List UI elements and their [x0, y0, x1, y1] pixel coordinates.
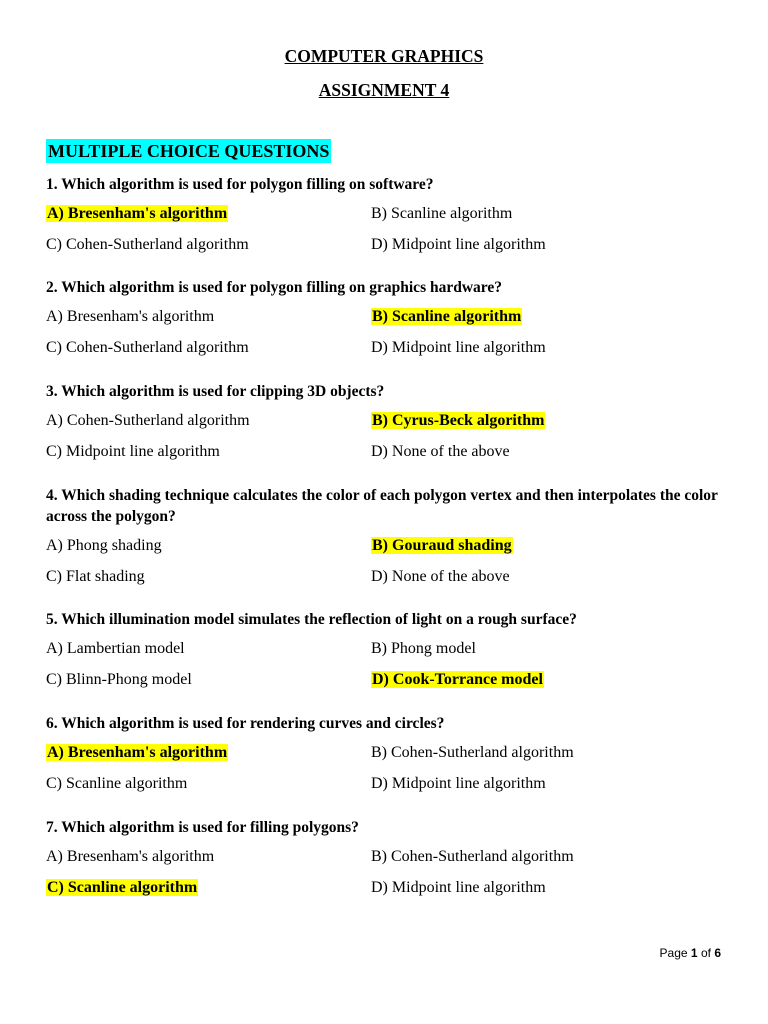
- option-b: [371, 847, 574, 867]
- option-content: [371, 744, 574, 761]
- section-heading: MULTIPLE CHOICE QUESTIONS: [48, 141, 330, 161]
- question-4: [46, 485, 726, 598]
- option-d: [371, 442, 510, 462]
- option-content: [371, 339, 546, 356]
- options-grid: [46, 204, 726, 266]
- option-d: [371, 338, 546, 358]
- option-content: [46, 568, 145, 585]
- question-text: 2. Which algorithm is used for polygon filling on graphics hardware?: [46, 279, 503, 296]
- option-label: Cohen-Sutherland algorithm: [66, 412, 250, 429]
- option-content: [371, 236, 546, 253]
- option-c: [46, 442, 220, 462]
- option-letter: B): [371, 640, 387, 657]
- options-grid: [46, 536, 726, 598]
- option-content: [46, 308, 214, 325]
- option-letter: A): [46, 412, 63, 429]
- correct-answer-highlight: [371, 671, 544, 688]
- options-grid: [46, 639, 726, 701]
- option-letter: D): [371, 236, 388, 253]
- option-letter: B): [371, 744, 387, 761]
- option-d: [371, 235, 546, 255]
- option-b: [371, 536, 513, 556]
- option-content: [371, 775, 546, 792]
- option-label: Bresenham's algorithm: [66, 308, 215, 325]
- option-letter: C): [46, 443, 62, 460]
- option-b: [371, 639, 476, 659]
- question-text: 7. Which algorithm is used for filling polygons?: [46, 819, 359, 836]
- option-label: Blinn-Phong model: [66, 671, 192, 688]
- option-c: [46, 235, 249, 255]
- option-content: [371, 443, 510, 460]
- question-text: 5. Which illumination model simulates the reflection of light on a rough surface?: [46, 611, 577, 628]
- option-letter: B): [372, 308, 388, 325]
- option-b: [371, 204, 512, 224]
- option-letter: C): [46, 339, 62, 356]
- option-c: [46, 878, 198, 898]
- option-label: Scanline algorithm: [391, 205, 513, 222]
- option-label: Bresenham's algorithm: [66, 848, 215, 865]
- option-content: [46, 443, 220, 460]
- option-content: [46, 640, 185, 657]
- option-b: [371, 743, 574, 763]
- option-label: Scanline algorithm: [392, 308, 522, 325]
- option-letter: B): [372, 412, 388, 429]
- page-of: of: [700, 946, 711, 960]
- option-d: [371, 878, 546, 898]
- option-letter: A): [47, 205, 64, 222]
- option-content: [46, 412, 250, 429]
- correct-answer-highlight: [371, 537, 513, 554]
- options-grid: [46, 847, 726, 909]
- option-letter: A): [46, 537, 63, 554]
- option-a: [46, 536, 162, 556]
- option-d: [371, 774, 546, 794]
- option-letter: B): [372, 537, 388, 554]
- option-label: Flat shading: [66, 568, 145, 585]
- option-a: [46, 847, 214, 867]
- options-grid: [46, 743, 726, 805]
- option-label: Cohen-Sutherland algorithm: [391, 848, 574, 865]
- option-label: Midpoint line algorithm: [66, 443, 220, 460]
- option-letter: D): [371, 443, 388, 460]
- option-label: Cyrus-Beck algorithm: [392, 412, 545, 429]
- option-letter: A): [47, 744, 64, 761]
- option-content: [371, 640, 476, 657]
- question-1: [46, 174, 726, 266]
- option-b: [371, 411, 545, 431]
- page-number: [660, 946, 721, 960]
- option-letter: D): [371, 568, 388, 585]
- page-current: 1: [690, 946, 698, 960]
- correct-answer-highlight: [371, 308, 522, 325]
- option-content: [46, 339, 249, 356]
- option-content: [371, 879, 546, 896]
- question-text: 6. Which algorithm is used for rendering curves and circles?: [46, 715, 445, 732]
- option-c: [46, 670, 192, 690]
- option-letter: A): [46, 640, 63, 657]
- option-c: [46, 567, 145, 587]
- correct-answer-highlight: [46, 744, 228, 761]
- option-a: [46, 204, 228, 224]
- options-grid: [46, 307, 726, 369]
- option-label: Bresenham's algorithm: [67, 744, 228, 761]
- option-b: [371, 307, 522, 327]
- option-a: [46, 639, 185, 659]
- option-label: Midpoint line algorithm: [391, 339, 546, 356]
- option-label: Phong shading: [66, 537, 162, 554]
- page-label: Page: [659, 946, 688, 960]
- correct-answer-highlight: [46, 205, 228, 222]
- document-title: COMPUTER GRAPHICS: [284, 46, 484, 66]
- correct-answer-highlight: [371, 412, 545, 429]
- option-label: Cohen-Sutherland algorithm: [66, 236, 249, 253]
- question-text: 3. Which algorithm is used for clipping 3D objects?: [46, 383, 385, 400]
- option-letter: C): [46, 775, 62, 792]
- option-letter: D): [371, 879, 388, 896]
- option-letter: D): [371, 339, 388, 356]
- option-c: [46, 774, 187, 794]
- question-6: [46, 713, 726, 805]
- option-letter: D): [372, 671, 389, 688]
- option-content: [46, 236, 249, 253]
- option-letter: A): [46, 308, 63, 325]
- option-content: [46, 775, 187, 792]
- option-content: [46, 537, 162, 554]
- option-letter: A): [46, 848, 63, 865]
- option-label: Phong model: [391, 640, 476, 657]
- option-letter: D): [371, 775, 388, 792]
- option-content: [371, 568, 510, 585]
- correct-answer-highlight: [46, 879, 198, 896]
- option-a: [46, 411, 250, 431]
- option-label: Scanline algorithm: [67, 879, 198, 896]
- option-letter: C): [46, 236, 62, 253]
- option-label: Bresenham's algorithm: [67, 205, 228, 222]
- option-label: Cohen-Sutherland algorithm: [391, 744, 574, 761]
- option-letter: C): [46, 671, 62, 688]
- options-grid: [46, 411, 726, 473]
- question-3: [46, 381, 726, 473]
- option-label: Midpoint line algorithm: [391, 236, 546, 253]
- option-content: [46, 848, 214, 865]
- question-5: [46, 609, 726, 701]
- option-content: [46, 671, 192, 688]
- question-7: [46, 817, 726, 909]
- option-letter: C): [46, 568, 62, 585]
- question-text: 1. Which algorithm is used for polygon filling on software?: [46, 176, 434, 193]
- option-d: [371, 670, 544, 690]
- question-2: [46, 277, 726, 369]
- option-letter: C): [47, 879, 64, 896]
- option-a: [46, 743, 228, 763]
- option-label: Lambertian model: [66, 640, 185, 657]
- option-label: Cohen-Sutherland algorithm: [66, 339, 249, 356]
- question-text: 4. Which shading technique calculates the color of each polygon vertex and then interpolates the color across the polygon?: [46, 487, 718, 525]
- option-content: [371, 205, 512, 222]
- option-letter: B): [371, 205, 387, 222]
- option-label: Midpoint line algorithm: [391, 775, 546, 792]
- option-a: [46, 307, 214, 327]
- option-label: Gouraud shading: [392, 537, 512, 554]
- option-letter: B): [371, 848, 387, 865]
- option-label: Midpoint line algorithm: [391, 879, 546, 896]
- assignment-subtitle: ASSIGNMENT 4: [318, 80, 450, 100]
- option-label: Scanline algorithm: [66, 775, 188, 792]
- page-total: 6: [714, 946, 721, 960]
- option-label: None of the above: [391, 568, 510, 585]
- option-content: [371, 848, 574, 865]
- option-d: [371, 567, 510, 587]
- option-c: [46, 338, 249, 358]
- option-label: None of the above: [391, 443, 510, 460]
- option-label: Cook-Torrance model: [392, 671, 543, 688]
